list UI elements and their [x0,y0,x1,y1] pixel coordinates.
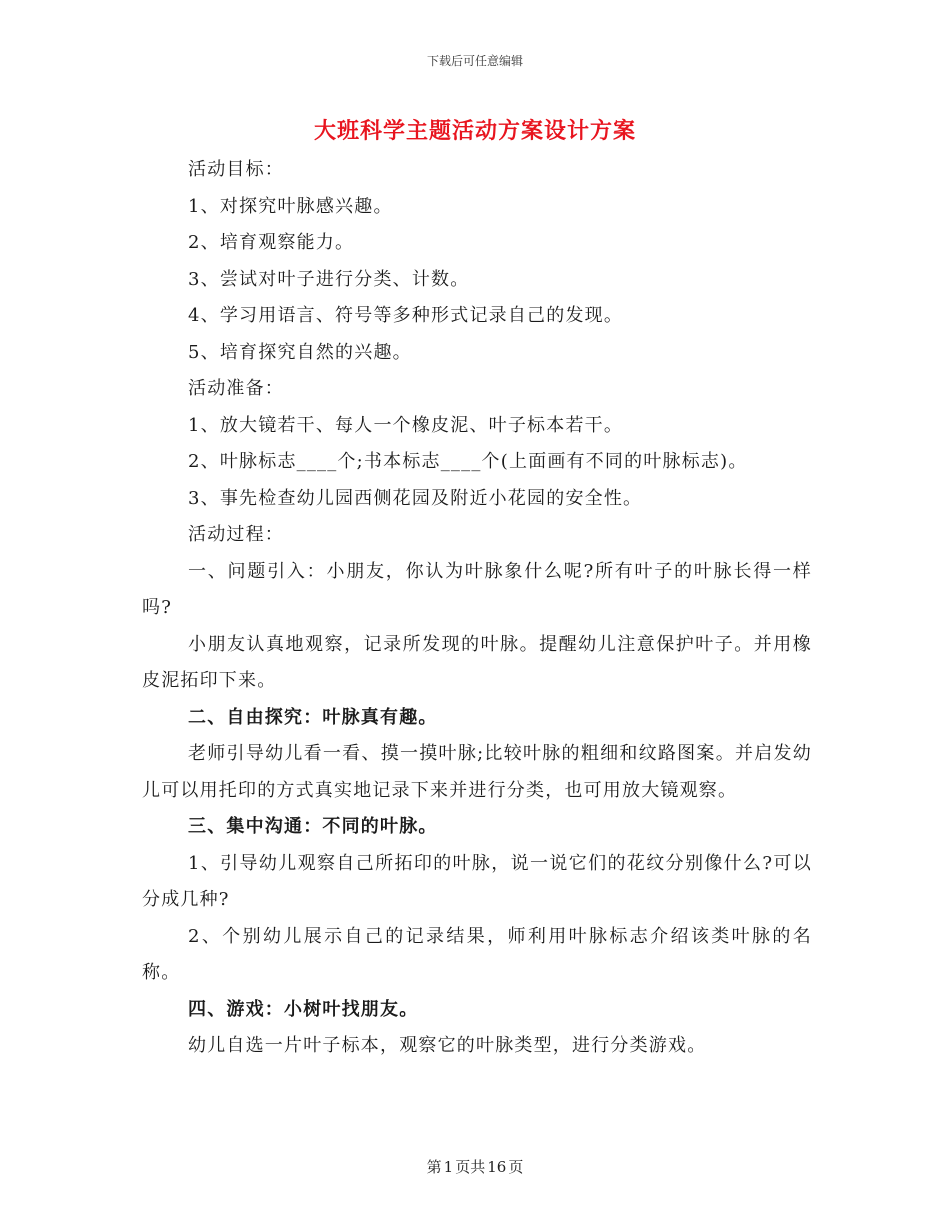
body-paragraph: 3、事先检查幼儿园西侧花园及附近小花园的安全性。 [188,487,643,509]
body-paragraph: 3、尝试对叶子进行分类、计数。 [188,268,470,290]
footer-suffix: 页 [508,1158,524,1176]
body-paragraph: 2、培育观察能力。 [188,232,355,253]
document-body [142,152,812,1065]
body-paragraph: 5、培育探究自然的兴趣。 [188,341,412,363]
section-heading: 二、自由探究：叶脉真有趣。 [188,706,438,728]
body-paragraph: 小朋友认真地观察，记录所发现的叶脉。提醒幼儿注意保护叶子。并用橡皮泥拓印下来。 [142,633,812,691]
section-heading: 三、集中沟通：不同的叶脉。 [188,816,438,837]
body-paragraph: 幼儿自选一片叶子标本，观察它的叶脉类型，进行分类游戏。 [188,1035,707,1056]
body-paragraph: 1、放大镜若干、每人一个橡皮泥、叶子标本若干。 [188,414,624,436]
page-footer [0,1156,950,1177]
body-paragraph: 活动目标： [188,159,284,180]
footer-current-page: 1 [443,1158,454,1176]
body-paragraph: 4、学习用语言、符号等多种形式记录自己的发现。 [188,305,624,326]
header-note: 下载后可任意编辑 [426,54,523,68]
body-paragraph: 一、问题引入：小朋友，你认为叶脉象什么呢?所有叶子的叶脉长得一样吗? [142,560,812,618]
body-paragraph: 2、个别幼儿展示自己的记录结果，师利用叶脉标志介绍该类叶脉的名称。 [142,925,812,983]
body-paragraph: 活动准备： [188,378,284,399]
body-paragraph: 1、引导幼儿观察自己所拓印的叶脉，说一说它们的花纹分别像什么?可以分成几种? [142,852,812,910]
section-heading: 四、游戏：小树叶找朋友。 [188,998,419,1020]
body-paragraph: 1、对探究叶脉感兴趣。 [188,195,393,217]
body-paragraph: 2、叶脉标志____个;书本标志____个(上面画有不同的叶脉标志)。 [188,451,748,472]
document-title: 大班科学主题活动方案设计方案 [313,118,636,144]
body-paragraph: 活动过程： [188,524,284,545]
footer-middle: 页共 [455,1158,486,1176]
body-paragraph: 老师引导幼儿看一看、摸一摸叶脉;比较叶脉的粗细和纹路图案。并启发幼儿可以用托印的方式真实地记录下来并进行分类，也可用放大镜观察。 [142,743,812,801]
footer-prefix: 第 [426,1158,442,1176]
footer-total-pages: 16 [487,1158,507,1176]
